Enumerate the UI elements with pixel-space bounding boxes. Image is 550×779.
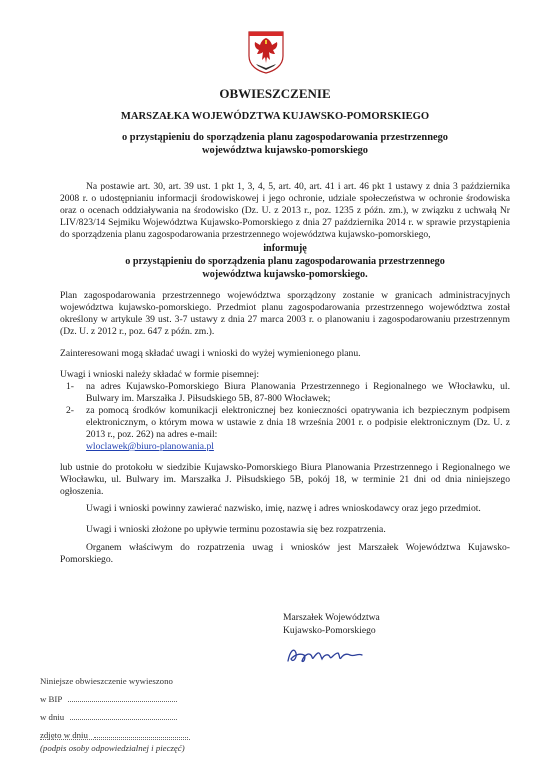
signature-block	[283, 611, 380, 637]
announcement-verb: informuję	[263, 243, 307, 254]
handwritten-signature	[284, 643, 374, 667]
oral-paragraph: lub ustnie do protokołu w siedzibie Kujawsko-Pomorskiego Biura Planowania Przestrzennego i Regionalnego we Włocławku, ul. Bulwary im. Marszałka J. Piłsudskiego 5B, pokój 18, w terminie 21 dni od dnia niniejszego ogłoszenia.	[60, 462, 510, 497]
posting-day-row	[40, 711, 260, 722]
posting-record	[40, 676, 260, 740]
document-subject	[60, 131, 510, 157]
posting-bip-row	[40, 693, 260, 704]
posting-day-blank	[70, 711, 177, 720]
posting-bip-label: w BIP	[40, 694, 62, 704]
interested-paragraph: Zainteresowani mogą składać uwagi i wnioski do wyżej wymienionego planu.	[60, 348, 361, 359]
subject-line-1: o przystąpieniu do sporządzenia planu zagospodarowania przestrzennego	[122, 132, 448, 143]
plan-paragraph: Plan zagospodarowania przestrzennego województwa sporządzony zostanie w granicach administracyjnych województwa kujawsko-pomorskiego. Przedmiot planu zagospodarowania przestrzennego województwa został określony w artykule 39 ust. 3-7 ustawy z dnia 27 marca 2003 r. o planowaniu i zagospodarowaniu przestrzennym (Dz. U. z 2012 r., poz. 647 z późn. zm.).	[60, 290, 510, 337]
removed-day-label: zdjęto w dniu	[40, 730, 88, 740]
removed-day-blank	[94, 729, 188, 738]
list-item-number: 2-	[66, 405, 74, 416]
subject-line-2: województwa kujawsko-pomorskiego	[202, 145, 368, 156]
late-paragraph: Uwagi i wnioski złożone po upływie terminu pozostawia się bez rozpatrzenia.	[86, 524, 386, 535]
contents-paragraph: Uwagi i wnioski powinny zawierać nazwisko, imię, nazwę i adres wnioskodawcy oraz jego przedmiot.	[86, 503, 481, 514]
list-item-text: za pomocą środków komunikacji elektronicznej bez konieczności opatrywania ich bezpiecznym podpisem elektronicznym, o którym mowa w ustawie z dnia 18 września 2001 r. o podpisie elektronicznym (Dz. U. z 2013 r., poz. 262) na adres e-mail:	[86, 405, 510, 440]
main-body	[60, 181, 510, 566]
document-title: OBWIESZCZENIE	[219, 86, 331, 101]
announcement-line-2: województwa kujawsko-pomorskiego.	[202, 269, 368, 280]
form-intro: Uwagi i wnioski należy składać w formie pisemnej:	[60, 369, 260, 380]
signature-caption: (podpis osoby odpowiedzialnej i pieczęć)	[40, 743, 185, 753]
announcement-block	[60, 242, 510, 281]
signature-line	[40, 739, 190, 740]
signature-title-line-1: Marszałek Województwa	[283, 612, 380, 623]
list-item	[66, 381, 510, 405]
posting-bip-blank	[68, 693, 177, 702]
list-item-number: 1-	[66, 381, 74, 392]
posting-day-label: w dniu	[40, 712, 65, 722]
intro-paragraph: Na postawie art. 30, art. 39 ust. 1 pkt 1, 3, 4, 5, art. 40, art. 41 i art. 46 pkt 1 ustawy z dnia 3 października 2008 r. o udostępnianiu informacji środowiskowej i jego ochronie, udziale społeczeństwa w ochronie środowiska oraz o ocenach oddziaływania na środowisko (Dz. U. z 2013 r., poz. 1235 z późn. zm.), w związku z uchwałą Nr LIV/823/14 Sejmiku Województwa Kujawsko-Pomorskiego z dnia 27 października 2014 r. w sprawie przystąpienia do sporządzenia planu zagospodarowania przestrzennego województwa kujawsko-pomorskiego,	[60, 181, 510, 240]
signature-title-line-2: Kujawsko-Pomorskiego	[283, 625, 376, 636]
posting-heading: Niniejsze obwieszczenie wywieszono	[40, 676, 173, 686]
list-item	[66, 405, 510, 453]
announcement-line-1: o przystąpieniu do sporządzenia planu zagospodarowania przestrzennego	[125, 256, 445, 267]
coat-of-arms-emblem	[246, 30, 286, 74]
document-subtitle: MARSZAŁKA WOJEWÓDZTWA KUJAWSKO-POMORSKIEGO	[120, 111, 430, 122]
email-link[interactable]: wloclawek@biuro-planowania.pl	[86, 441, 214, 452]
list-item-text: na adres Kujawsko-Pomorskiego Biura Planowania Przestrzennego i Regionalnego we Włocławku, ul. Bulwary im. Marszałka J. Piłsudskiego 5B, 87-800 Włocławek;	[86, 381, 510, 404]
authority-paragraph: Organem właściwym do rozpatrzenia uwag i wniosków jest Marszałek Województwa Kujawsko-Pomorskiego.	[60, 542, 510, 565]
